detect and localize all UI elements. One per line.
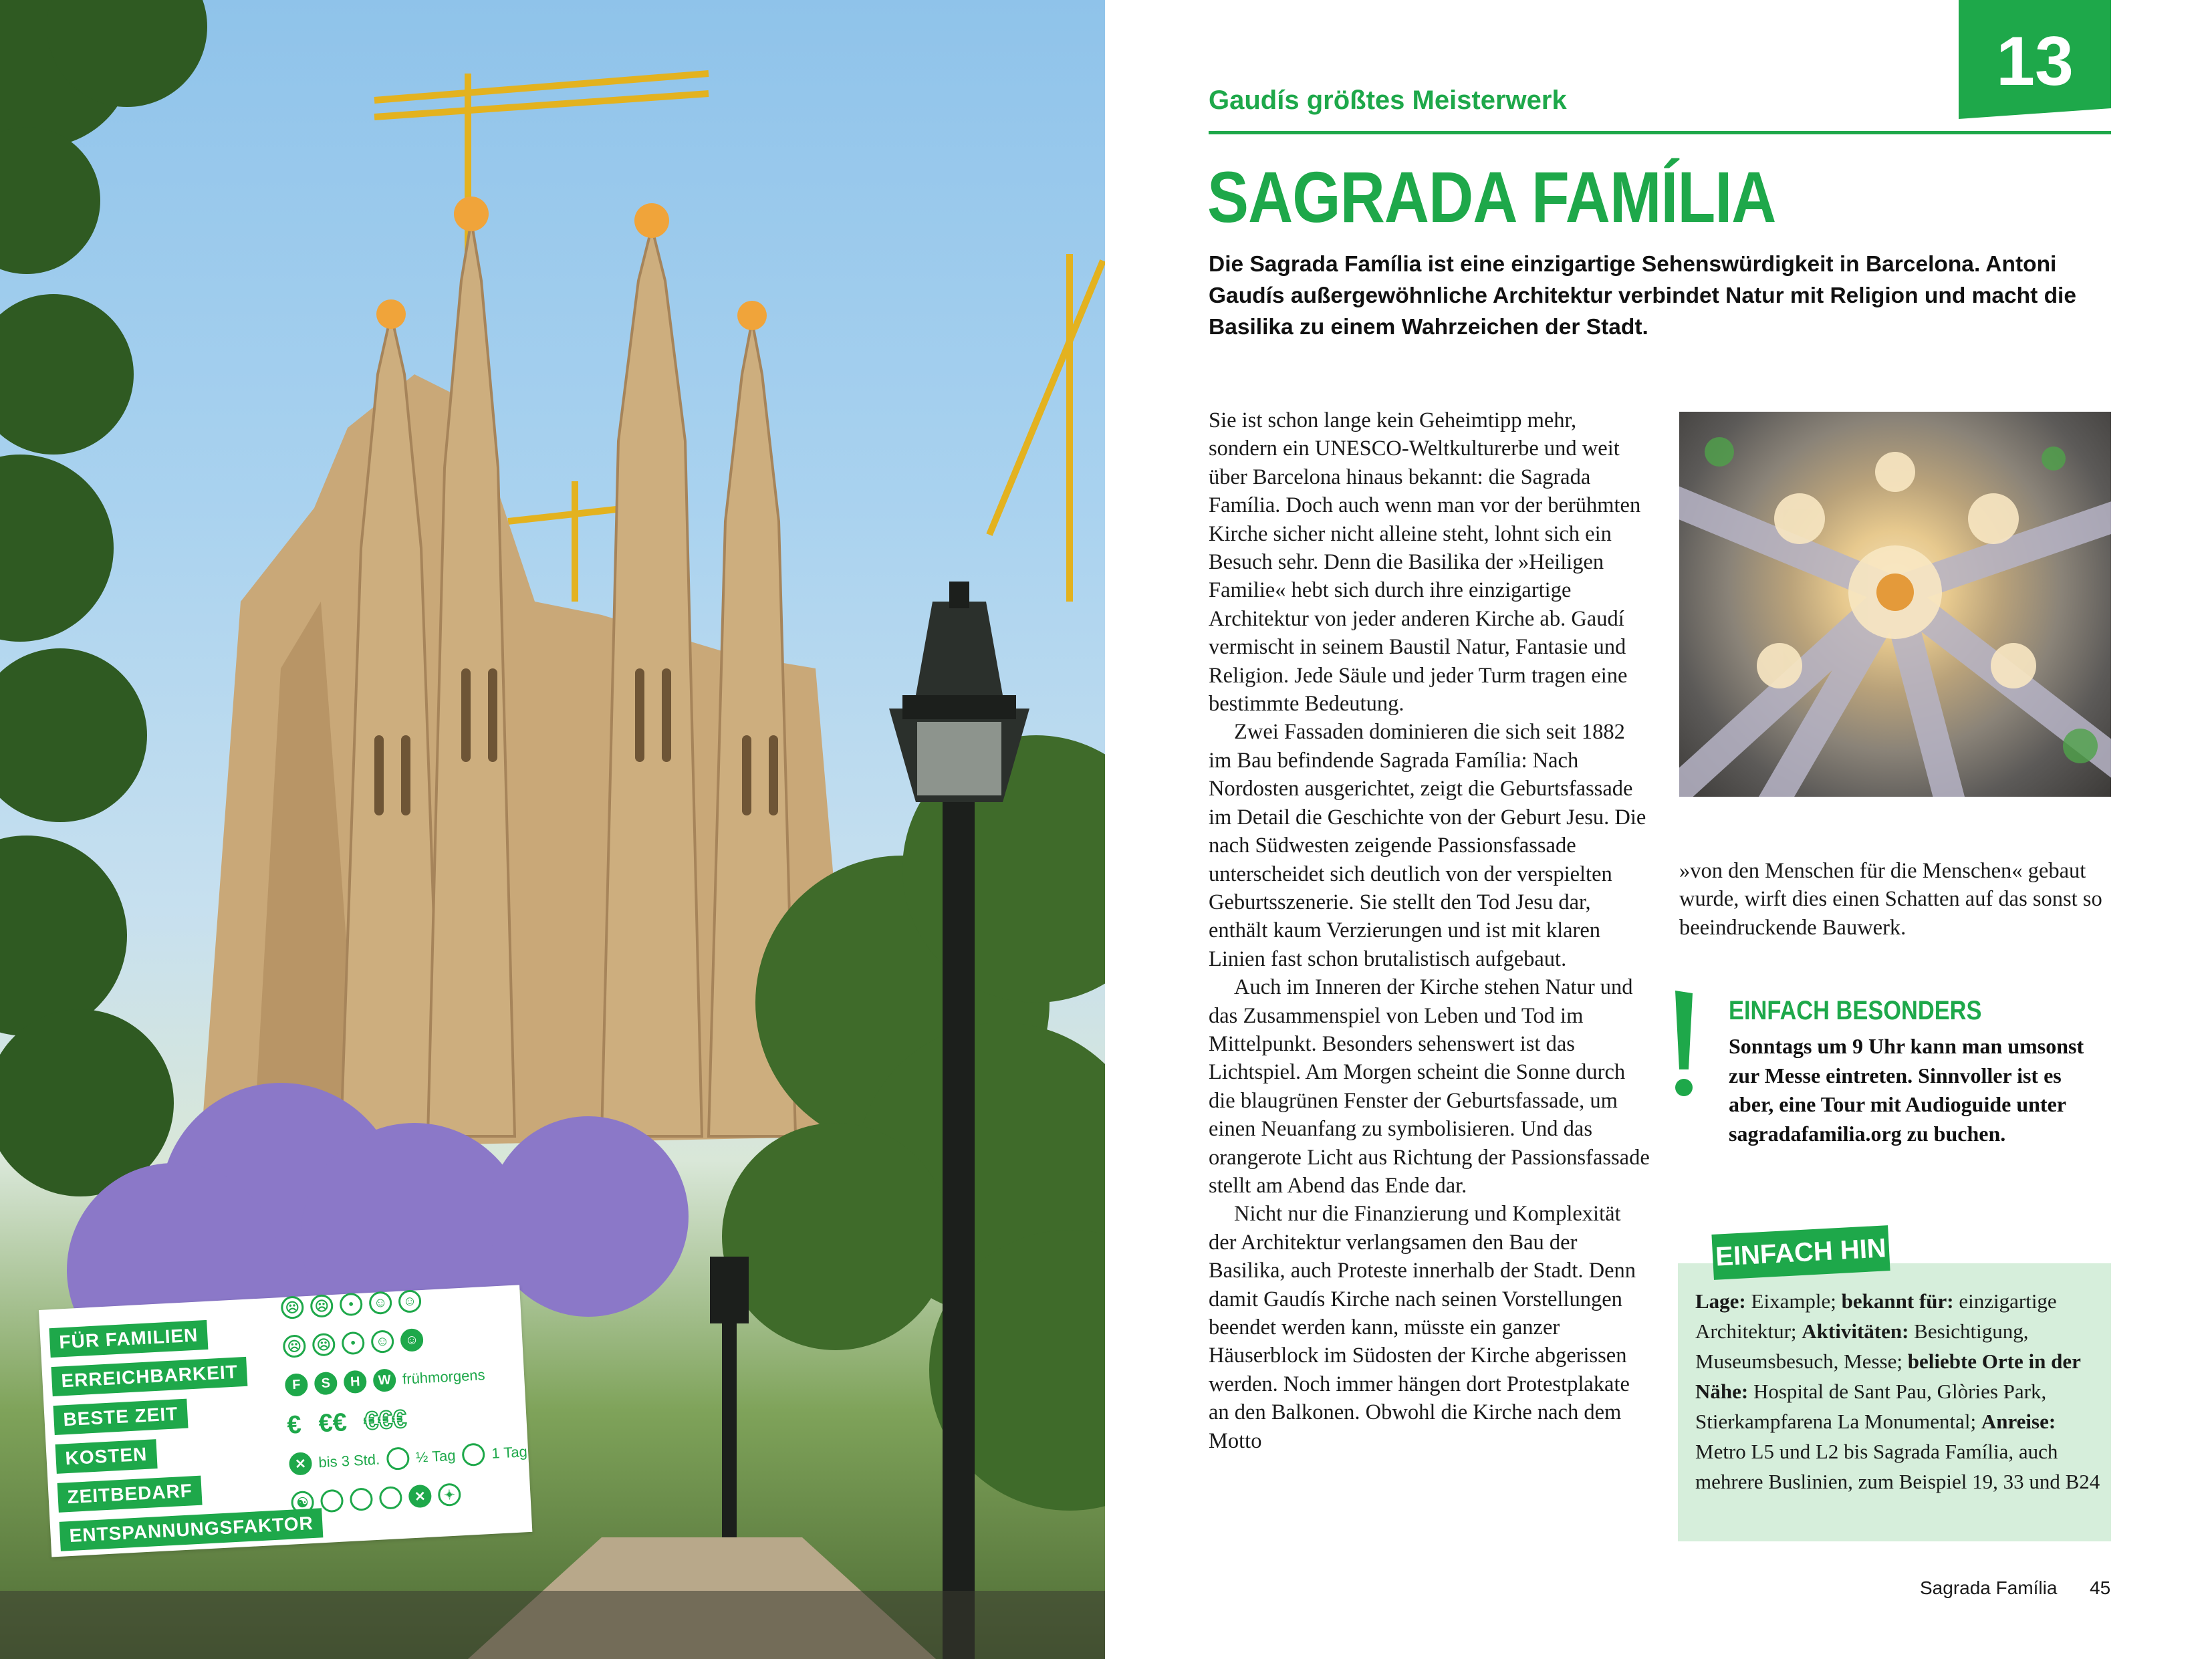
rating-best-time-seasons bbox=[284, 1360, 485, 1400]
rating-label-relaxation: ENTSPANNUNGSFAKTOR bbox=[59, 1508, 324, 1551]
circle-empty-icon bbox=[462, 1442, 486, 1466]
face-neutral-icon: • bbox=[339, 1293, 363, 1317]
face-unhappy-icon: ☹ bbox=[312, 1333, 336, 1357]
body-paragraph: Auch im Inneren der Kirche stehen Natur und das Zusammenspiel von Leben und Tod im Mittelpunkt. Besonders sehenswert ist das Lichtspiel. Am Morgen scheint die Sonne durch die blaugrünen Fenster der Geburtsfassade, um einen Neuanfang zu symbolisieren. Und das orangerote Licht aus Richtung der Passionsfassade stellt am Abend das Ende dar. bbox=[1209, 975, 1650, 1198]
rating-costs-euros bbox=[286, 1404, 407, 1440]
kicker: Gaudís größtes Meisterwerk bbox=[1209, 86, 1567, 115]
page-number: 45 bbox=[2090, 1577, 2111, 1598]
rating-relaxation bbox=[290, 1479, 461, 1517]
info-nearby: Hospital de Sant Pau, Glòries Park, Stierkampfarena La Monumental; bbox=[1695, 1380, 2047, 1433]
euro-mid: €€ bbox=[318, 1408, 348, 1438]
info-label-known-for: bekannt für: bbox=[1841, 1289, 1954, 1313]
season-winter-icon: W bbox=[372, 1368, 396, 1392]
info-activities: Besichtigung, Museumsbesuch, Messe; bbox=[1695, 1319, 2029, 1373]
info-label-activities: Aktivitäten: bbox=[1802, 1319, 1909, 1343]
info-title: EINFACH HIN bbox=[1715, 1233, 1887, 1272]
time-3h: bis 3 Std. bbox=[318, 1450, 380, 1471]
page-title: SAGRADA FAMÍLIA bbox=[1207, 156, 1776, 237]
circle-empty-icon bbox=[320, 1489, 344, 1513]
circle-empty-icon bbox=[386, 1446, 410, 1471]
info-arrival: Metro L5 und L2 bis Sagrada Família, auch mehrere Buslinien, zum Beispiel 19, 33 und B24 bbox=[1695, 1440, 2100, 1493]
face-smile-icon: ☺ bbox=[368, 1291, 392, 1315]
interior-illustration bbox=[1679, 412, 2111, 797]
lead-paragraph: Die Sagrada Família ist eine einzigartige Sehenswürdigkeit in Barcelona. Antoni Gaudís außergewöhnliche Architektur verbindet Natur mit Religion und macht die Basilika zu einem Wahrzeichen der Stadt. bbox=[1209, 252, 2076, 340]
face-sad-icon: ☹ bbox=[280, 1295, 304, 1319]
rating-time-needed bbox=[288, 1437, 528, 1479]
running-footer-title: Sagrada Família bbox=[1920, 1577, 2058, 1598]
circle-empty-icon bbox=[379, 1486, 403, 1510]
season-autumn-icon: H bbox=[343, 1370, 367, 1394]
rating-label-costs: KOSTEN bbox=[55, 1439, 158, 1474]
interior-photo bbox=[1679, 412, 2111, 797]
body-paragraph: »von den Menschen für die Menschen« gebaut wurde, wirft dies einen Schatten auf das sonst so beeindruckende Bauwerk. bbox=[1679, 859, 2102, 940]
rating-label-time-needed: ZEITBEDARF bbox=[57, 1476, 203, 1513]
body-paragraph: Zwei Fassaden dominieren die sich seit 1882 im Bau befindende Sagrada Família: Nach Nordosten ausgerichtet, zeigt die Geburtsfassade im Detail die Geschichte von der Geburt Jesu. Die nach Südwesten zeigende Passionsfassade unterscheidet sich deutlich von der verspielten Geburtsszenerie. Sie stellt den Tod Jesu dar, enthält kaum Verzierungen und ist mit klaren Linien fast schon brutalistisch aufgebaut. bbox=[1209, 720, 1646, 971]
cover-photo-sagrada-familia bbox=[0, 0, 1105, 1659]
info-label-arrival: Anreise: bbox=[1981, 1410, 2056, 1433]
rating-label-families: FÜR FAMILIEN bbox=[49, 1320, 208, 1358]
info-label-location: Lage: bbox=[1695, 1289, 1746, 1313]
tip-title: EINFACH BESONDERS bbox=[1729, 996, 1982, 1025]
body-paragraph: Sie ist schon lange kein Geheimtipp mehr, sondern ein UNESCO-Weltkulturerbe und weit über Barcelona hinaus bekannt: die Sagrada Família. Doch auch wenn man vor der berühmten Kirche sicher nicht alleine steht, lohnt sich ein Besuch sehr. Denn die Basilika der »Heiligen Familie« hebt sich durch ihre einzigartige Architektur von jeder anderen Kirche ab. Gaudí vermischt in seinem Baustil Natur, Fantasie und Religion. Jede Säule und jeder Turm tragen eine bestimmte Bedeutung. bbox=[1209, 408, 1641, 717]
tip-text: Sonntags um 9 Uhr kann man umsonst zur Messe eintreten. Sinnvoller ist es aber, eine Tour mit Audioguide unter sagradafamilia.org zu buchen. bbox=[1729, 1034, 2084, 1146]
time-full-day: 1 Tag bbox=[491, 1443, 528, 1462]
face-happy-icon: ☺ bbox=[400, 1328, 424, 1352]
season-summer-icon: S bbox=[314, 1372, 338, 1396]
info-location: Eixample; bbox=[1751, 1289, 1836, 1313]
face-neutral-icon: • bbox=[341, 1331, 365, 1356]
exclamation-icon bbox=[1673, 991, 1695, 1098]
face-unhappy-icon: ☹ bbox=[310, 1294, 334, 1318]
euro-high: €€€ bbox=[363, 1404, 408, 1436]
body-column-1 bbox=[1209, 406, 1650, 1455]
best-time-text: frühmorgens bbox=[402, 1366, 486, 1388]
face-happy-icon: ☺ bbox=[398, 1289, 422, 1313]
check-x-icon: ✕ bbox=[408, 1485, 432, 1509]
body-paragraph: Nicht nur die Finanzierung und Komplexität der Architektur verlangsamen den Bau der Basilika, auch Proteste innerhalb der Stadt. Denn damit Gaudís Kirche nach seinen Vorstellungen beendet werden kann, müsste ein ganzer Häuserblock im Südosten der Kirche abgerissen werden. Noch immer hängen dort Protestplakate an den Balkonen. Obwohl die Kirche nach dem Motto bbox=[1209, 1202, 1636, 1453]
header-rule bbox=[1209, 131, 2111, 134]
info-known-for: einzigartige Architektur; bbox=[1695, 1289, 2057, 1343]
chapter-number: 13 bbox=[1996, 23, 2074, 100]
rating-label-reachability: ERREICHBARKEIT bbox=[51, 1357, 247, 1396]
meditation-icon: ☯ bbox=[291, 1491, 315, 1515]
rating-label-best-time: BESTE ZEIT bbox=[53, 1399, 189, 1435]
rating-reachability-faces bbox=[282, 1325, 424, 1362]
body-column-2 bbox=[1679, 857, 2111, 942]
time-half-day: ½ Tag bbox=[415, 1446, 457, 1466]
circle-empty-icon bbox=[350, 1487, 374, 1511]
info-text bbox=[1695, 1286, 2100, 1497]
face-smile-icon: ☺ bbox=[370, 1329, 394, 1354]
face-sad-icon: ☹ bbox=[282, 1334, 306, 1358]
check-x-icon: ✕ bbox=[289, 1452, 313, 1476]
season-spring-icon: F bbox=[285, 1373, 309, 1397]
rating-legend-card bbox=[39, 1285, 532, 1557]
info-label-nearby: beliebte Orte in der Nähe: bbox=[1695, 1350, 2081, 1403]
running-icon: ✦ bbox=[437, 1483, 461, 1507]
euro-low: € bbox=[286, 1410, 302, 1440]
